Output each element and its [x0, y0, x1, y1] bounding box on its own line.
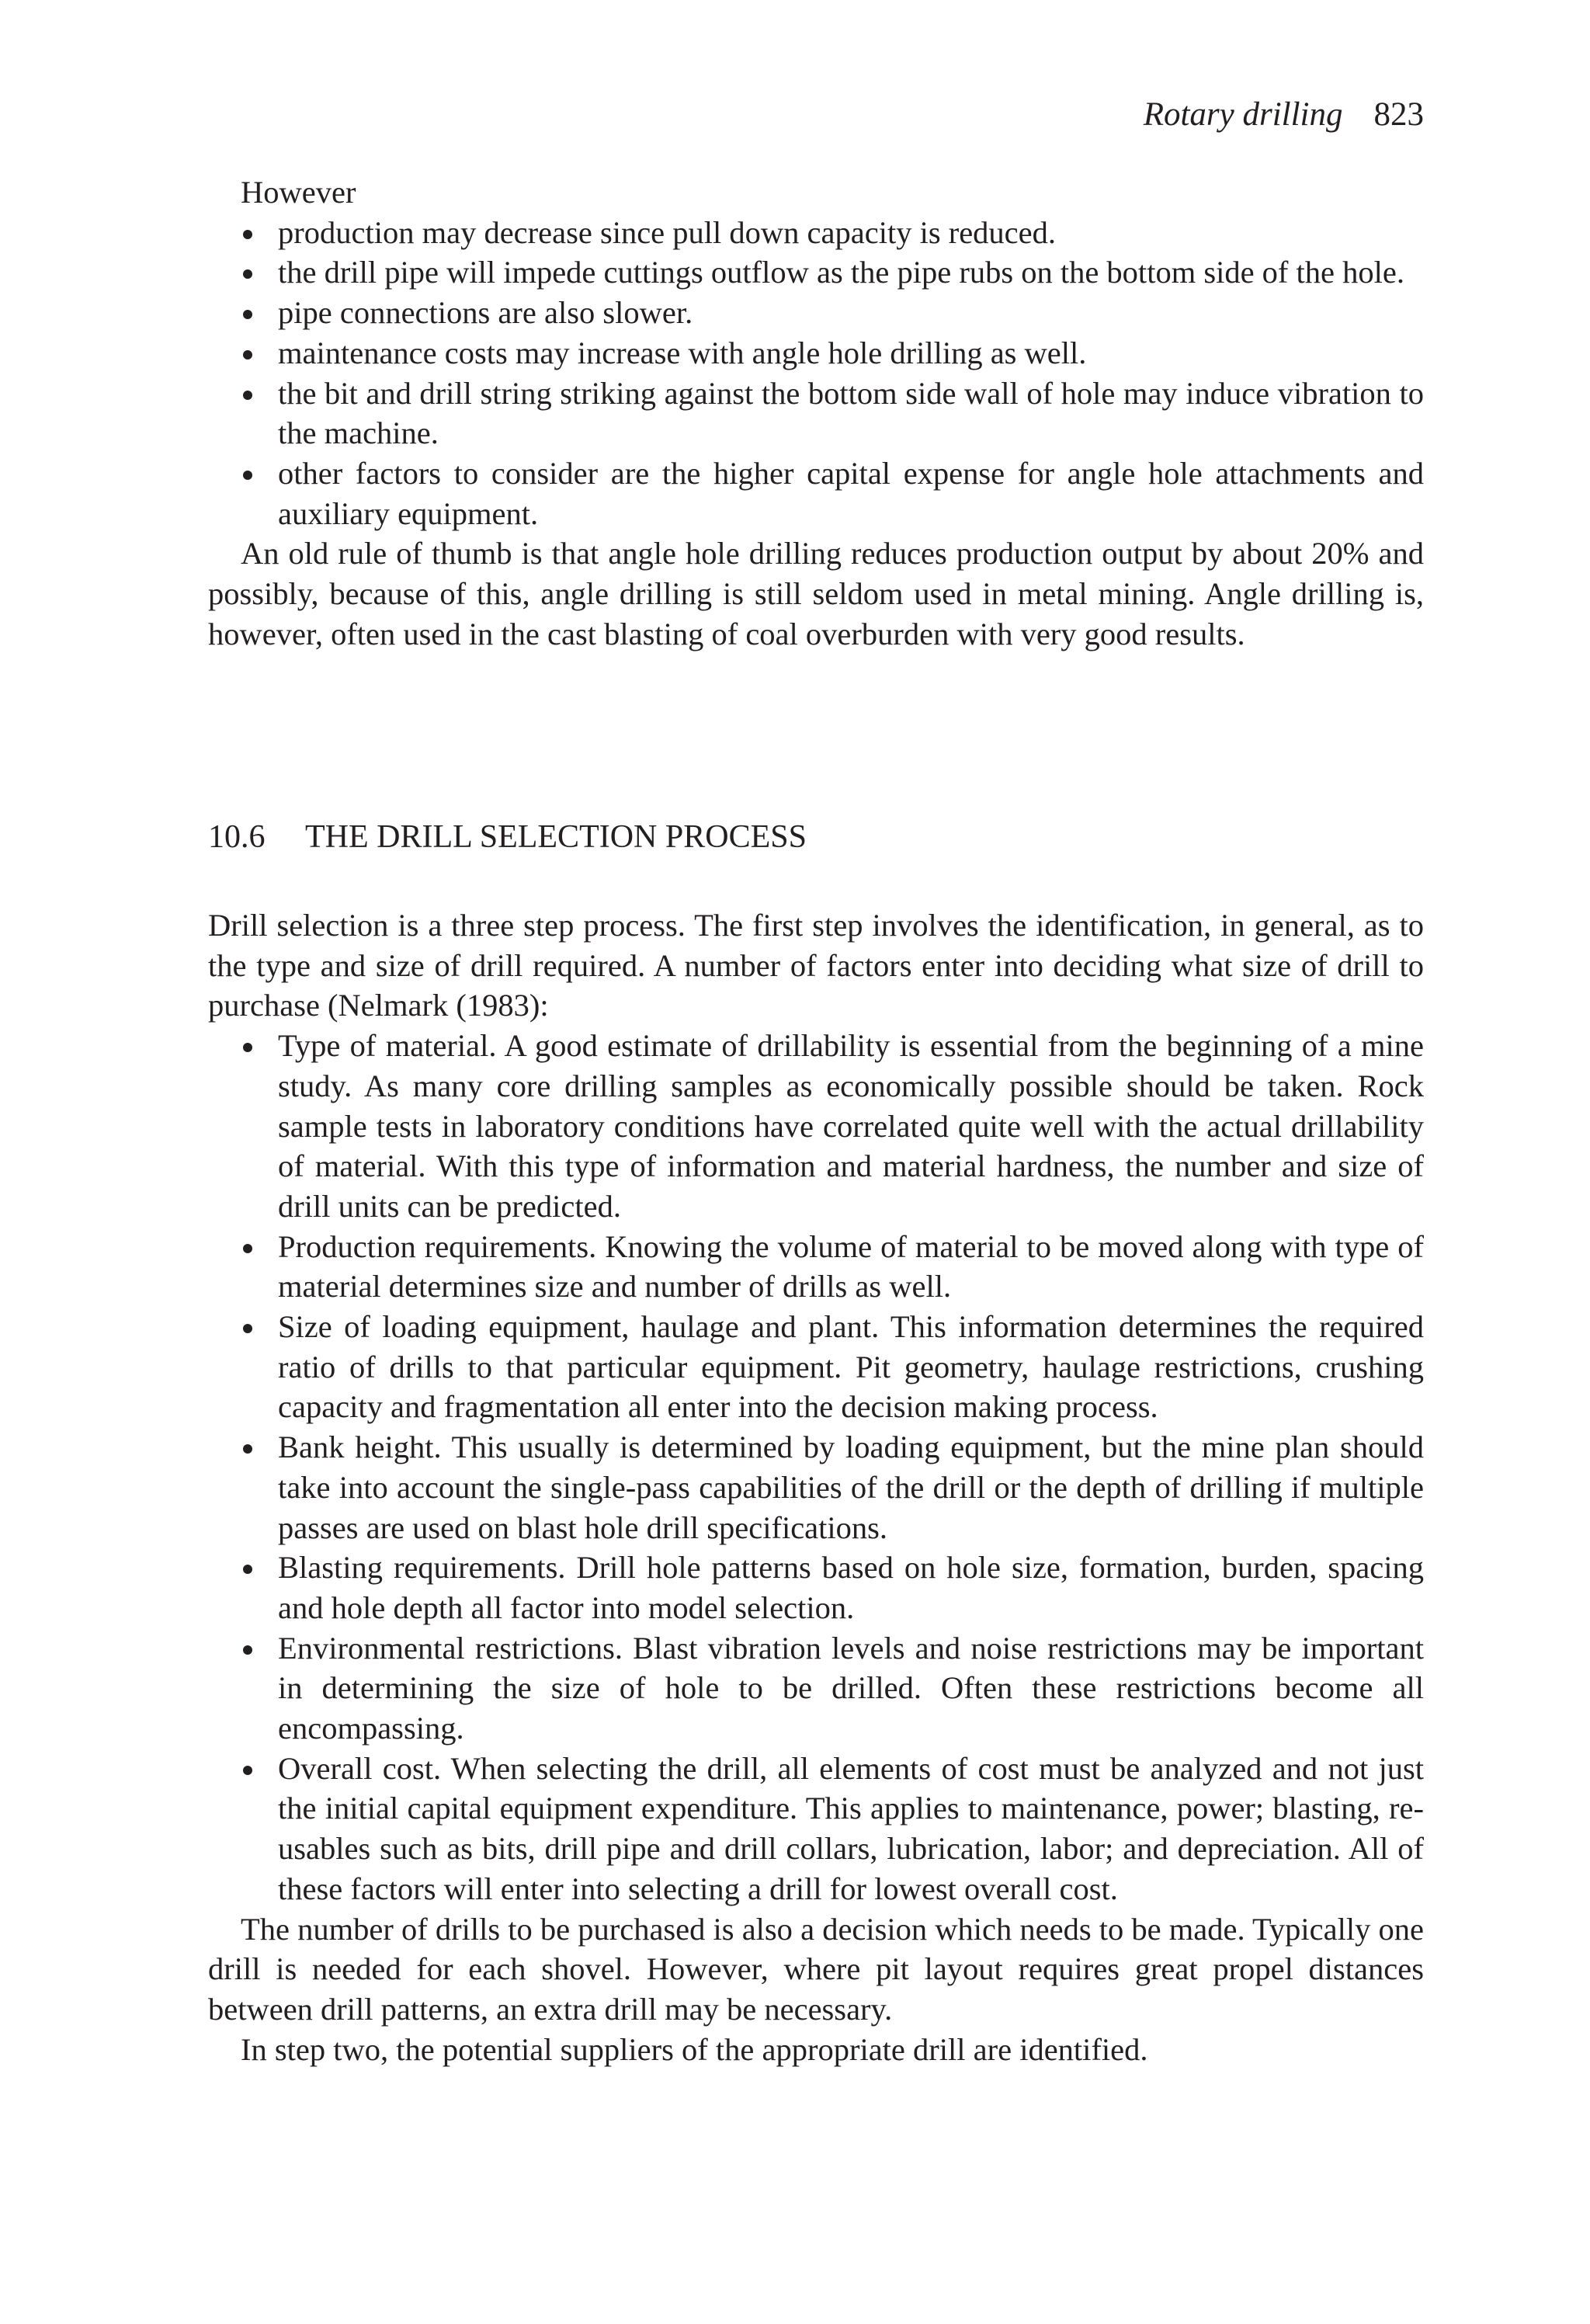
list-item-text: Size of loading equipment, haulage and plant. This information determines the required ratio of drills to that particular equipment. Pit geometry, haulage restrictions, crushing capacity and fragmentation all enter into the decision making process. [278, 1309, 1424, 1425]
drawbacks-bullet-list [208, 213, 1424, 534]
rule-of-thumb-paragraph: An old rule of thumb is that angle hole drilling reduces production output by about 20% and possibly, because of this, angle drilling is still seldom used in metal mining. Angle drilling is, however, often used in the cast blasting of coal overburden with very good results. [208, 536, 1424, 651]
bullet-icon [243, 1766, 252, 1775]
list-item-text: pipe connections are also slower. [278, 295, 693, 331]
bullet-icon [243, 1565, 252, 1574]
list-item-text: Bank height. This usually is determined by loading equipment, but the mine plan should take into account the single-pass capabilities of the drill or the depth of drilling if multiple passes are used on blast hole drill specifications. [278, 1429, 1424, 1545]
list-item-text: Production requirements. Knowing the volume of material to be moved along with type of material determines size and number of drills as well. [278, 1228, 1424, 1304]
running-header [1144, 92, 1424, 138]
section-body [208, 905, 1424, 2069]
list-item [208, 453, 1424, 533]
list-item-text: maintenance costs may increase with angle hole drilling as well. [278, 335, 1087, 370]
section-intro-paragraph: Drill selection is a three step process. The first step involves the identification, in general, as to the type and size of drill required. A number of factors enter into deciding what size of drill to purchase (Nelmark (1983): [208, 908, 1424, 1023]
list-item-text: Environmental restrictions. Blast vibration levels and noise restrictions may be important in determining the size of hole to be drilled. Often these restrictions become all encompassing. [278, 1630, 1424, 1746]
list-item [208, 373, 1424, 453]
section-number: 10.6 [208, 819, 266, 855]
list-item [208, 1227, 1424, 1307]
list-item-text: the drill pipe will impede cuttings outflow as the pipe rubs on the bottom side of the hole. [278, 255, 1404, 290]
step-two-paragraph: In step two, the potential suppliers of the appropriate drill are identified. [241, 2031, 1148, 2067]
section-heading [208, 815, 807, 859]
list-item [208, 1628, 1424, 1749]
list-item-text: other factors to consider are the higher capital expense for angle hole attachments and auxiliary equipment. [278, 455, 1424, 531]
selection-factors-bullet-list [208, 1026, 1424, 1909]
list-item [208, 252, 1424, 293]
running-title: Rotary drilling [1143, 96, 1343, 133]
top-text-block [208, 172, 1424, 654]
however-lead: However [241, 175, 356, 210]
bullet-icon [243, 1444, 252, 1454]
bullet-icon [243, 1645, 252, 1655]
list-item [208, 1749, 1424, 1909]
list-item [208, 1548, 1424, 1627]
bullet-icon [243, 1324, 252, 1333]
bullet-icon [243, 269, 252, 279]
list-item [208, 293, 1424, 333]
bullet-icon [243, 230, 252, 239]
list-item-text: Blasting requirements. Drill hole patterns based on hole size, formation, burden, spacing and hole depth all factor into model selection. [278, 1550, 1424, 1625]
list-item [208, 1427, 1424, 1548]
list-item [208, 1026, 1424, 1227]
bullet-icon [243, 1043, 252, 1052]
bullet-icon [243, 391, 252, 400]
bullet-icon [243, 310, 252, 319]
number-of-drills-paragraph: The number of drills to be purchased is also a decision which needs to be made. Typically one drill is needed for each shovel. However, where pit layout requires great propel distances between drill patterns, an extra drill may be necessary. [208, 1911, 1424, 2027]
bullet-icon [243, 350, 252, 360]
page-number: 823 [1373, 96, 1424, 133]
list-item-text: Overall cost. When selecting the drill, all elements of cost must be analyzed and not just the initial capital equipment expenditure. This applies to maintenance, power; blasting, re-usables such as bits, drill pipe and drill collars, lubrication, labor; and depreciation. All of these factors will enter into selecting a drill for lowest overall cost. [278, 1750, 1424, 1906]
list-item [208, 333, 1424, 373]
list-item-text: Type of material. A good estimate of drillability is essential from the beginning of a mine study. As many core drilling samples as economically possible should be taken. Rock sample tests in laboratory conditions have correlated quite well with the actual drillability of material. With this type of information and material hardness, the number and size of drill units can be predicted. [278, 1028, 1424, 1224]
list-item [208, 1307, 1424, 1427]
section-title: THE DRILL SELECTION PROCESS [305, 819, 807, 855]
bullet-icon [243, 1244, 252, 1253]
list-item-text: the bit and drill string striking against the bottom side wall of hole may induce vibration to the machine. [278, 375, 1424, 451]
list-item [208, 213, 1424, 253]
list-item-text: production may decrease since pull down capacity is reduced. [278, 214, 1056, 250]
bullet-icon [243, 471, 252, 480]
